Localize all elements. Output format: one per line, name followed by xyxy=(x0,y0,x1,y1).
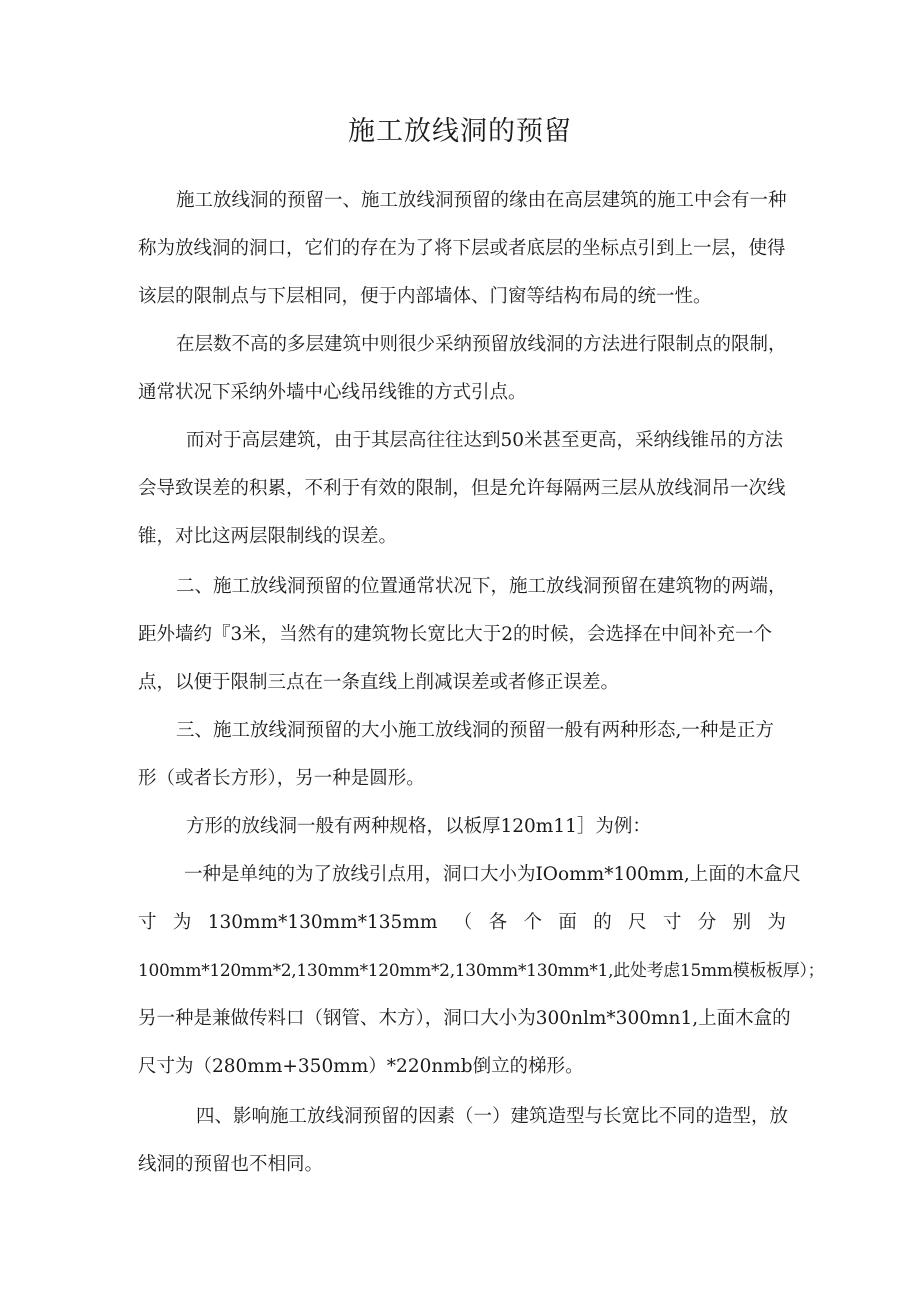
paragraph-7-line-1: 一种是单纯的为了放线引点用，洞口大小为IOomm*100mm,上面的木盒尺 xyxy=(184,864,801,885)
paragraph-1-line-3: 该层的限制点与下层相同，便于内部墙体、门窗等结构布局的统一性。 xyxy=(138,286,712,307)
paragraph-7-line-4: 另一种是兼做传料口（钢管、木方），洞口大小为300nlm*300mn1,上面木盒的 xyxy=(138,1008,791,1029)
paragraph-1-line-1: 施工放线洞的预留一、施工放线洞预留的缘由在高层建筑的施工中会有一种 xyxy=(176,190,787,211)
paragraph-7-line-3: 100mm*120mm*2,130mm*120mm*2,130mm*130mm*1,此处考虑15mm模板板厚）； xyxy=(138,961,825,981)
paragraph-3-line-1: 而对于高层建筑，由于其层高往往达到50米甚至更高，采纳线锥吊的方法 xyxy=(186,430,784,451)
paragraph-8-line-1: 四、影响施工放线洞预留的因素（一）建筑造型与长宽比不同的造型，放 xyxy=(196,1106,789,1127)
paragraph-7-line-5: 尺寸为（280mm+350mm）*220nmb倒立的梯形。 xyxy=(138,1056,584,1077)
paragraph-5-line-1: 三、施工放线洞预留的大小施工放线洞的预留一般有两种形态,一种是正方 xyxy=(176,720,774,741)
paragraph-4-line-1: 二、施工放线洞预留的位置通常状况下，施工放线洞预留在建筑物的两端， xyxy=(176,576,787,597)
paragraph-4-line-2: 距外墙约『3米，当然有的建筑物长宽比大于2的时候，会选择在中间补充一个 xyxy=(138,624,773,645)
paragraph-3-line-3: 锥，对比这两层限制线的误差。 xyxy=(138,526,398,547)
paragraph-3-line-2: 会导致误差的积累，不利于有效的限制，但是允许每隔两三层从放线洞吊一次线 xyxy=(138,478,786,499)
paragraph-7-line-2: 寸为130mm*130mm*135mm（各个面的尺寸分别为 xyxy=(138,912,786,933)
paragraph-2-line-2: 通常状况下采纳外墙中心线吊线锥的方式引点。 xyxy=(138,382,527,403)
paragraph-5-line-2: 形（或者长方形），另一种是圆形。 xyxy=(138,768,425,789)
paragraph-1-line-2: 称为放线洞的洞口，它们的存在为了将下层或者底层的坐标点引到上一层，使得 xyxy=(138,238,786,259)
document-title: 施工放线洞的预留 xyxy=(348,116,572,147)
paragraph-2-line-1: 在层数不高的多层建筑中则很少采纳预留放线洞的方法进行限制点的限制， xyxy=(176,334,787,355)
paragraph-8-line-2: 线洞的预留也不相同。 xyxy=(138,1154,324,1175)
paragraph-4-line-3: 点，以便于限制三点在一条直线上削减误差或者修正误差。 xyxy=(138,672,620,693)
paragraph-6-line-1: 方形的放线洞一般有两种规格，以板厚120m11］为例： xyxy=(186,816,651,837)
